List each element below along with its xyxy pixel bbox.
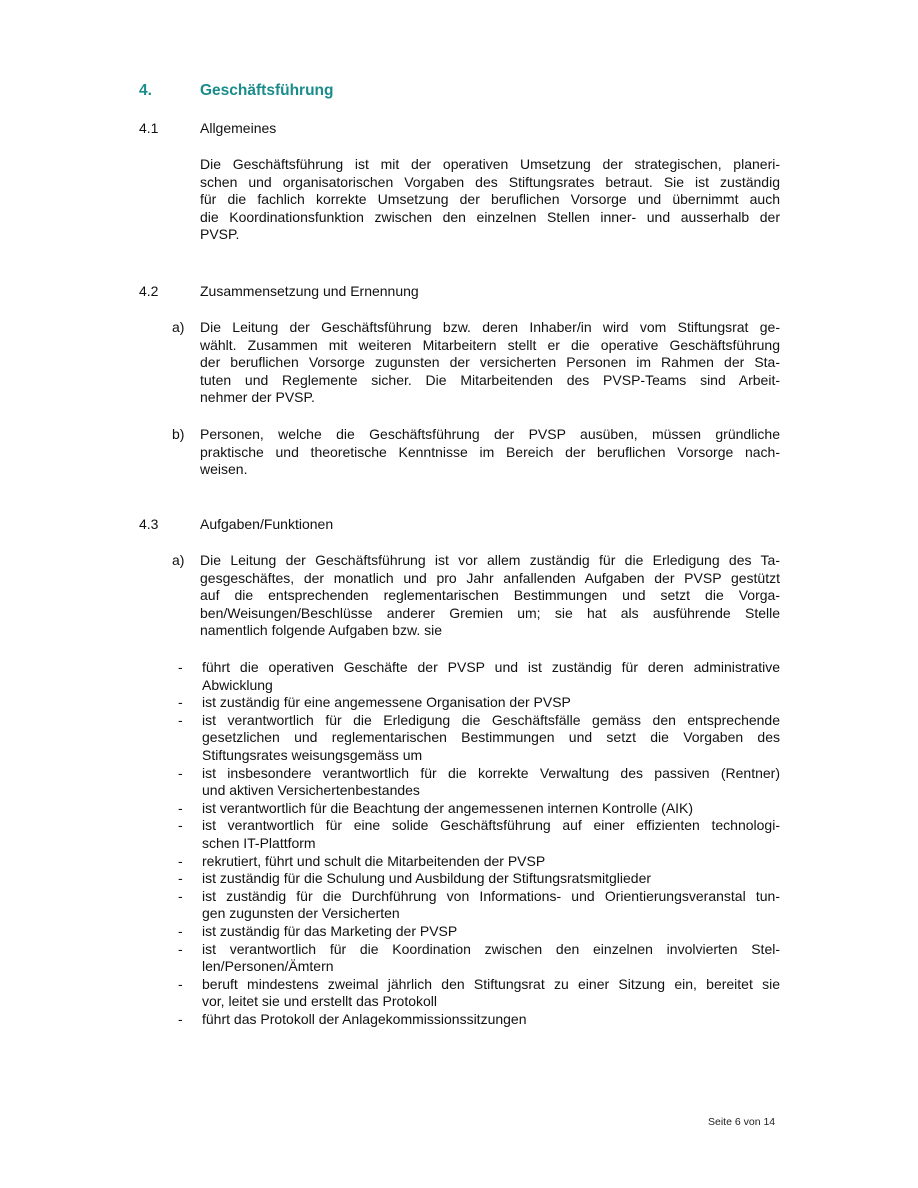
list-item bbox=[176, 817, 780, 852]
text-line: Die Leitung der Geschäftsführung ist vor allem zuständig für die Erledigung des Ta- bbox=[200, 552, 780, 568]
subsection-number-4-3: 4.3 bbox=[139, 516, 159, 532]
text-line: weisen. bbox=[200, 461, 248, 478]
text-line: Stiftungsrates weisungsgemäss um bbox=[202, 746, 423, 763]
dash-bullet-icon: - bbox=[178, 852, 183, 869]
text-line: Personen, welche die Geschäftsführung der PVSP ausüben, müssen gründliche bbox=[200, 426, 780, 442]
list-marker-a: a) bbox=[172, 552, 185, 568]
text-line: schen IT-Plattform bbox=[202, 834, 316, 851]
subsection-number-4-2: 4.2 bbox=[139, 283, 159, 299]
text-line: ist zuständig für das Marketing der PVSP bbox=[202, 922, 458, 939]
text-line: Die Geschäftsführung ist mit der operativen Umsetzung der strategischen, planeri- bbox=[200, 156, 780, 172]
text-line: gesetzlichen und reglementarischen Bestimmungen und setzt die Vorgaben des bbox=[202, 729, 780, 746]
text-line: der beruflichen Vorsorge zugunsten der versicherten Personen im Rahmen der Sta- bbox=[200, 354, 780, 371]
dash-bullet-icon: - bbox=[178, 764, 183, 781]
list-item bbox=[176, 923, 780, 941]
text-line: praktische und theoretische Kenntnisse im Bereich der beruflichen Vorsorge nach- bbox=[200, 443, 780, 460]
text-line: PVSP. bbox=[200, 226, 240, 243]
text-line: ist verantwortlich für die Erledigung die Geschäftsfälle gemäss den entsprechende bbox=[202, 711, 780, 728]
list-item bbox=[176, 765, 780, 800]
text-line: ist zuständig für die Schulung und Ausbildung der Stiftungsratsmitglieder bbox=[202, 870, 652, 887]
text-line: ist verantwortlich für eine solide Geschäftsführung auf einer effizienten technologi- bbox=[202, 817, 780, 834]
text-line: ist verantwortlich für die Beachtung der angemessenen internen Kontrolle (AIK) bbox=[202, 799, 694, 816]
list-item bbox=[176, 712, 780, 765]
text-line: ist zuständig für eine angemessene Organisation der PVSP bbox=[202, 694, 571, 711]
list-item bbox=[176, 888, 780, 923]
text-line: schen und organisatorischen Vorgaben des Stiftungsrates betraut. Sie ist zuständig bbox=[200, 173, 780, 190]
text-line: gesgeschäftes, der monatlich und pro Jahr anfallenden Aufgaben der PVSP gestützt bbox=[200, 569, 780, 586]
list-item bbox=[176, 1011, 780, 1029]
dash-bullet-icon: - bbox=[178, 870, 183, 887]
text-line: len/Personen/Ämtern bbox=[202, 958, 334, 975]
dash-bullet-icon: - bbox=[178, 659, 183, 675]
dash-bullet-icon: - bbox=[178, 940, 183, 957]
text-line: nehmer der PVSP. bbox=[200, 389, 315, 406]
paragraph-4-2-a bbox=[200, 319, 780, 407]
text-line: ben/Weisungen/Beschlüsse anderer Gremien um; sie hat als ausführende Stelle bbox=[200, 604, 780, 621]
page-number: Seite 6 von 14 bbox=[708, 1116, 776, 1128]
text-line: beruft mindestens zweimal jährlich den Stiftungsrat zu einer Sitzung ein, bereitet sie bbox=[202, 975, 780, 992]
text-line: Abwicklung bbox=[202, 676, 273, 693]
text-line: Die Leitung der Geschäftsführung bzw. deren Inhaber/in wird vom Stiftungsrat ge- bbox=[200, 319, 780, 335]
text-line: ist insbesondere verantwortlich für die korrekte Verwaltung des passiven (Rentner) bbox=[202, 764, 780, 781]
subsection-title-4-2: Zusammensetzung und Ernennung bbox=[200, 283, 419, 299]
paragraph-4-1 bbox=[200, 156, 780, 244]
text-line: namentlich folgende Aufgaben bzw. sie bbox=[200, 622, 443, 639]
list-item bbox=[176, 659, 780, 694]
list-item bbox=[176, 941, 780, 976]
list-item bbox=[176, 853, 780, 871]
text-line: tuten und Reglemente sicher. Die Mitarbeitenden des PVSP-Teams sind Arbeit- bbox=[200, 371, 780, 388]
subsection-number-4-1: 4.1 bbox=[139, 120, 159, 136]
dash-bullet-icon: - bbox=[178, 711, 183, 728]
task-bullet-list bbox=[176, 659, 780, 1028]
text-line: ist zuständig für die Durchführung von Informations- und Orientierungsveranstal tun- bbox=[202, 887, 780, 904]
list-item bbox=[176, 694, 780, 712]
subsection-title-4-1: Allgemeines bbox=[200, 120, 277, 136]
list-item bbox=[176, 870, 780, 888]
text-line: führt die operativen Geschäfte der PVSP und ist zuständig für deren administrative bbox=[202, 659, 780, 675]
text-line: vor, leitet sie und erstellt das Protokoll bbox=[202, 993, 438, 1010]
list-marker-b: b) bbox=[172, 426, 185, 442]
list-item bbox=[176, 976, 780, 1011]
subsection-title-4-3: Aufgaben/Funktionen bbox=[200, 516, 334, 532]
paragraph-4-3-a bbox=[200, 552, 780, 640]
dash-bullet-icon: - bbox=[178, 1010, 183, 1027]
text-line: und aktiven Versichertenbestandes bbox=[202, 782, 420, 799]
text-line: wählt. Zusammen mit weiteren Mitarbeitern stellt er die operative Geschäftsführung bbox=[200, 336, 780, 353]
text-line: auf die entsprechenden reglementarischen Bestimmungen und setzt die Vorga- bbox=[200, 587, 780, 604]
dash-bullet-icon: - bbox=[178, 887, 183, 904]
dash-bullet-icon: - bbox=[178, 975, 183, 992]
paragraph-4-2-b bbox=[200, 426, 780, 479]
text-line: ist verantwortlich für die Koordination zwischen den einzelnen involvierten Stel- bbox=[202, 940, 780, 957]
dash-bullet-icon: - bbox=[178, 817, 183, 834]
text-line: für die fachlich korrekte Umsetzung der beruflichen Vorsorge und übernimmt auch bbox=[200, 191, 780, 208]
text-line: rekrutiert, führt und schult die Mitarbeitenden der PVSP bbox=[202, 852, 546, 869]
section-title: Geschäftsführung bbox=[200, 82, 334, 99]
section-number: 4. bbox=[139, 82, 152, 99]
dash-bullet-icon: - bbox=[178, 694, 183, 711]
dash-bullet-icon: - bbox=[178, 799, 183, 816]
dash-bullet-icon: - bbox=[178, 922, 183, 939]
text-line: die Koordinationsfunktion zwischen den einzelnen Stellen inner- und ausserhalb der bbox=[200, 208, 780, 225]
list-marker-a: a) bbox=[172, 319, 185, 335]
text-line: gen zugunsten der Versicherten bbox=[202, 905, 400, 922]
text-line: führt das Protokoll der Anlagekommissionssitzungen bbox=[202, 1010, 527, 1027]
list-item bbox=[176, 800, 780, 818]
